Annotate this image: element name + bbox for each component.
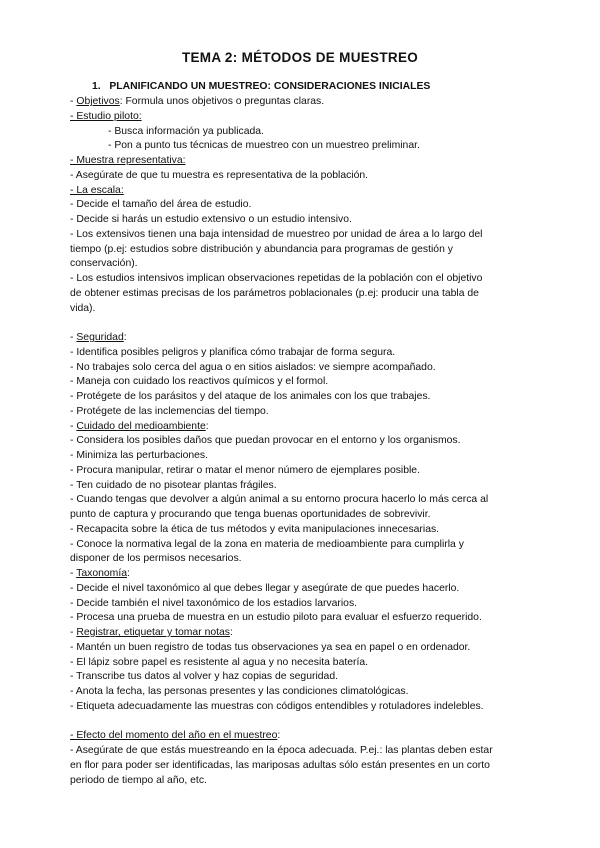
efecto-heading: - Efecto del momento del año en el muestreo: — [70, 730, 281, 742]
list-item: - Mantén un buen registro de todas tus observaciones ya sea en papel o en ordenador. — [70, 641, 471, 653]
medioambiente-heading: - Cuidado del medioambiente: — [70, 420, 209, 432]
list-item: - No trabajes solo cerca del agua o en sitios aislados: ve siempre acompañado. — [70, 361, 436, 373]
list-item: - Conoce la normativa legal de la zona en materia de medioambiente para cumplirla y — [70, 538, 464, 550]
list-item: - Asegúrate de que estás muestreando en la época adecuada. P.ej.: las plantas deben estar — [70, 745, 493, 756]
list-item: - Decide también el nivel taxonómico de los estadios larvarios. — [70, 597, 358, 609]
body-text — [70, 95, 540, 788]
piloto-heading: - Estudio piloto: — [70, 110, 142, 122]
section-number: 1. — [92, 81, 101, 92]
list-item: - Los estudios intensivos implican observaciones repetidas de la población con el objetivo — [70, 273, 483, 284]
list-item: - Identifica posibles peligros y planifica cómo trabajar de forma segura. — [70, 346, 396, 358]
escala-heading: - La escala: — [70, 184, 124, 196]
list-item: en flor para poder ser identificadas, las mariposas adultas sólo están presentes en un corto — [70, 759, 490, 771]
list-item: - Minimiza las perturbaciones. — [70, 450, 209, 461]
list-item: - Decide el nivel taxonómico al que debes llegar y asegúrate de que puedes hacerlo. — [70, 582, 460, 594]
list-item: - Decide el tamaño del área de estudio. — [70, 199, 252, 211]
list-item: - Recapacita sobre la ética de tus métodos y evita manipulaciones innecesarias. — [70, 523, 440, 535]
list-item: - Protégete de los parásitos y del ataque de los animales con los que trabajes. — [70, 391, 431, 402]
representativa-heading: - Muestra representativa: — [70, 155, 186, 166]
list-item: periodo de tiempo al año, etc. — [70, 774, 207, 786]
list-item: conservación). — [70, 258, 138, 270]
list-item: disponer de los permisos necesarios. — [70, 553, 242, 565]
objetivos-line: - Objetivos: Formula unos objetivos o preguntas claras. — [70, 96, 325, 107]
objetivos-label: Objetivos — [76, 96, 120, 107]
list-item: - El lápiz sobre papel es resistente al agua y no necesita batería. — [70, 656, 369, 668]
list-item: - Considera los posibles daños que puedan provocar en el entorno y los organismos. — [70, 435, 461, 447]
list-item: de obtener estimas precisas de los parámetros poblacionales (p.ej: producir una tabla de — [70, 287, 479, 299]
list-item: vida). — [70, 302, 96, 314]
list-item: - Cuando tengas que devolver a algún animal a su entorno procura hacerlo lo más cerca al — [70, 494, 489, 506]
list-item: - Decide si harás un estudio extensivo o un estudio intensivo. — [70, 214, 352, 225]
list-item: - Procura manipular, retirar o matar el menor número de ejemplares posible. — [70, 464, 420, 476]
list-item: - Los extensivos tienen una baja intensidad de muestreo por unidad de área a lo largo del — [70, 228, 483, 240]
list-item: tiempo (p.ej: estudios sobre distribución y abundancia para programas de gestión y — [70, 243, 453, 255]
section-heading — [92, 81, 430, 92]
list-item: - Procesa una prueba de muestra en un estudio piloto para evaluar el esfuerzo requerido. — [70, 612, 482, 624]
seguridad-heading: - Seguridad: — [70, 332, 127, 343]
section-title: PLANIFICANDO UN MUESTREO: CONSIDERACIONES INICIALES — [109, 81, 431, 92]
list-item: punto de captura y procurando que tenga buenas oportunidades de sobrevivir. — [70, 509, 431, 520]
page-title: TEMA 2: MÉTODOS DE MUESTREO — [181, 50, 419, 65]
blank-line — [70, 316, 540, 331]
list-item: - Transcribe tus datos al volver y haz copias de seguridad. — [70, 671, 338, 683]
list-item: - Etiqueta adecuadamente las muestras con códigos entendibles y rotuladores indelebles. — [70, 700, 484, 712]
list-item: - Pon a punto tus técnicas de muestreo con un muestreo preliminar. — [108, 140, 420, 152]
list-item: - Asegúrate de que tu muestra es representativa de la población. — [70, 169, 369, 181]
list-item: - Anota la fecha, las personas presentes y las condiciones climatológicas. — [70, 686, 409, 697]
blank-line — [70, 715, 540, 730]
list-item: - Ten cuidado de no pisotear plantas frágiles. — [70, 479, 277, 491]
list-item: - Maneja con cuidado los reactivos químicos y el formol. — [70, 376, 329, 388]
list-item: - Busca información ya publicada. — [108, 125, 264, 137]
list-item: - Protégete de las inclemencias del tiempo. — [70, 405, 269, 417]
taxonomia-heading: - Taxonomía: — [70, 568, 130, 579]
registrar-heading: - Registrar, etiquetar y tomar notas: — [70, 627, 233, 638]
